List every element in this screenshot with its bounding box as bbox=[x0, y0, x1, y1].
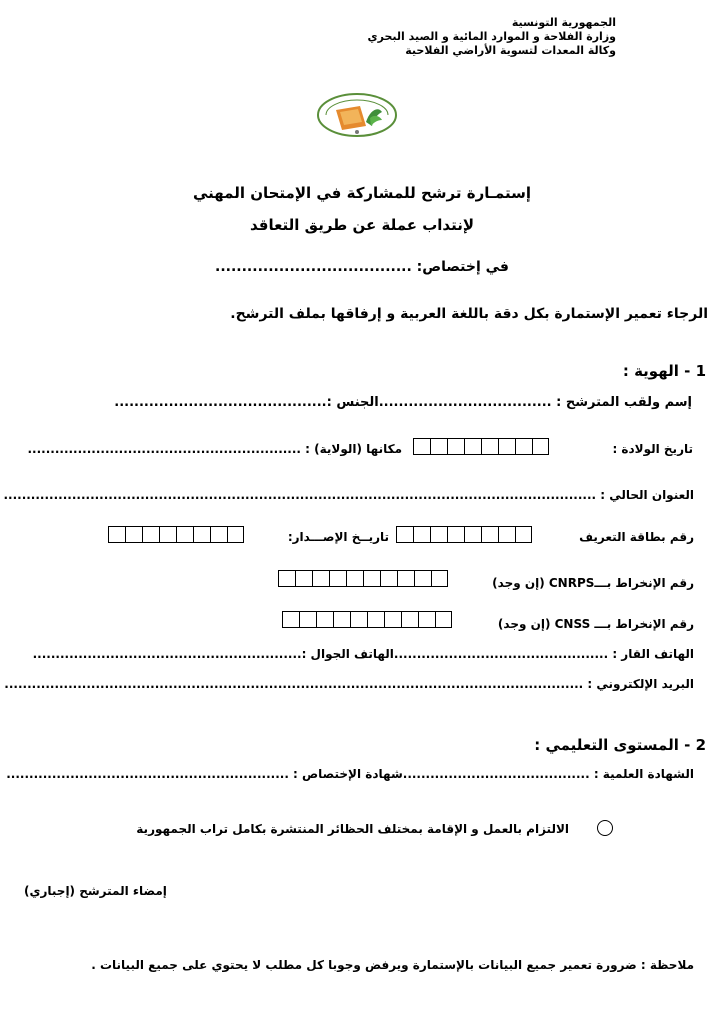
address-field[interactable]: العنوان الحالي : .................................................................................................................................. bbox=[3, 488, 694, 502]
birth-date-boxes[interactable] bbox=[413, 438, 549, 455]
header-agency: وكالة المعدات لتسوية الأراضي الفلاحية bbox=[405, 44, 616, 57]
digit-box[interactable] bbox=[397, 570, 414, 587]
phone-row[interactable]: الهاتف القار : ...............................................الهاتف الجوال :........................................................... bbox=[32, 647, 694, 661]
digit-box[interactable] bbox=[278, 570, 295, 587]
digit-box[interactable] bbox=[346, 570, 363, 587]
digit-box[interactable] bbox=[532, 438, 549, 455]
cnrps-boxes[interactable] bbox=[278, 570, 448, 587]
digit-box[interactable] bbox=[380, 570, 397, 587]
birth-date-label: تاريخ الولادة : bbox=[612, 442, 693, 456]
digit-box[interactable] bbox=[108, 526, 125, 543]
digit-box[interactable] bbox=[350, 611, 367, 628]
name-gender-row[interactable]: إسم ولقب المترشح : ...................................الجنس :........................................... bbox=[114, 395, 692, 410]
digit-box[interactable] bbox=[159, 526, 176, 543]
digit-box[interactable] bbox=[295, 570, 312, 587]
digit-box[interactable] bbox=[176, 526, 193, 543]
birth-place-field[interactable]: مكانها (الولاية) : ............................................................ bbox=[27, 442, 402, 456]
form-title: إستمـارة ترشح للمشاركة في الإمتحان المهني bbox=[192, 184, 532, 202]
note-text: ملاحظة : ضرورة تعمير جميع البيانات بالإستمارة ويرفض وجوبا كل مطلب لا يحتوي على جميع البيانات . bbox=[91, 958, 694, 972]
signature-label: إمضاء المترشح (إجباري) bbox=[24, 884, 167, 898]
form-subtitle: لإنتداب عملة عن طريق التعاقد bbox=[249, 216, 475, 234]
digit-box[interactable] bbox=[481, 526, 498, 543]
digit-box[interactable] bbox=[333, 611, 350, 628]
digit-box[interactable] bbox=[396, 526, 413, 543]
digit-box[interactable] bbox=[363, 570, 380, 587]
issue-date-boxes[interactable] bbox=[108, 526, 244, 543]
digit-box[interactable] bbox=[430, 526, 447, 543]
digit-box[interactable] bbox=[316, 611, 333, 628]
digit-box[interactable] bbox=[193, 526, 210, 543]
digit-box[interactable] bbox=[447, 438, 464, 455]
instruction-text: الرجاء تعمير الإستمارة بكل دقة باللغة العربية و إرفاقها بملف الترشح. bbox=[230, 306, 708, 322]
digit-box[interactable] bbox=[435, 611, 452, 628]
digit-box[interactable] bbox=[384, 611, 401, 628]
digit-box[interactable] bbox=[413, 438, 430, 455]
cnss-boxes[interactable] bbox=[282, 611, 452, 628]
digit-box[interactable] bbox=[414, 570, 431, 587]
issue-date-label: تاريــخ الإصـــدار: bbox=[287, 530, 389, 544]
commitment-radio[interactable] bbox=[597, 820, 613, 836]
specialty-field[interactable]: في إختصاص: ..................................... bbox=[215, 259, 509, 275]
digit-box[interactable] bbox=[210, 526, 227, 543]
agency-logo bbox=[316, 92, 398, 138]
header-ministry: وزارة الفلاحة و الموارد المائية و الصيد البحري bbox=[367, 30, 616, 43]
digit-box[interactable] bbox=[413, 526, 430, 543]
digit-box[interactable] bbox=[498, 438, 515, 455]
certificate-row[interactable]: الشهادة العلمية : .........................................شهادة الإختصاص : .............................................................. bbox=[6, 767, 694, 781]
cnrps-label: رقم الإنخراط بـــCNRPS (إن وجد) bbox=[492, 576, 694, 590]
digit-box[interactable] bbox=[367, 611, 384, 628]
digit-box[interactable] bbox=[329, 570, 346, 587]
digit-box[interactable] bbox=[431, 570, 448, 587]
section-identity-heading: 1 - الهوية : bbox=[622, 362, 706, 380]
digit-box[interactable] bbox=[142, 526, 159, 543]
digit-box[interactable] bbox=[401, 611, 418, 628]
digit-box[interactable] bbox=[312, 570, 329, 587]
digit-box[interactable] bbox=[498, 526, 515, 543]
digit-box[interactable] bbox=[418, 611, 435, 628]
digit-box[interactable] bbox=[464, 438, 481, 455]
digit-box[interactable] bbox=[125, 526, 142, 543]
digit-box[interactable] bbox=[299, 611, 316, 628]
email-field[interactable]: البريد الإلكتروني : ............................................................................................................................... bbox=[4, 677, 694, 691]
cnss-label: رقم الإنخراط بـــ CNSS (إن وجد) bbox=[497, 617, 694, 631]
digit-box[interactable] bbox=[515, 526, 532, 543]
id-card-boxes[interactable] bbox=[396, 526, 532, 543]
digit-box[interactable] bbox=[282, 611, 299, 628]
digit-box[interactable] bbox=[447, 526, 464, 543]
digit-box[interactable] bbox=[481, 438, 498, 455]
section-education-heading: 2 - المستوى التعليمي : bbox=[534, 736, 706, 754]
commitment-text: الالتزام بالعمل و الإقامة بمختلف الحظائر المنتشرة بكامل تراب الجمهورية bbox=[136, 822, 569, 836]
id-card-label: رقم بطاقة التعريف bbox=[579, 530, 694, 544]
digit-box[interactable] bbox=[430, 438, 447, 455]
digit-box[interactable] bbox=[227, 526, 244, 543]
digit-box[interactable] bbox=[515, 438, 532, 455]
header-republic: الجمهورية التونسية bbox=[511, 16, 616, 29]
digit-box[interactable] bbox=[464, 526, 481, 543]
